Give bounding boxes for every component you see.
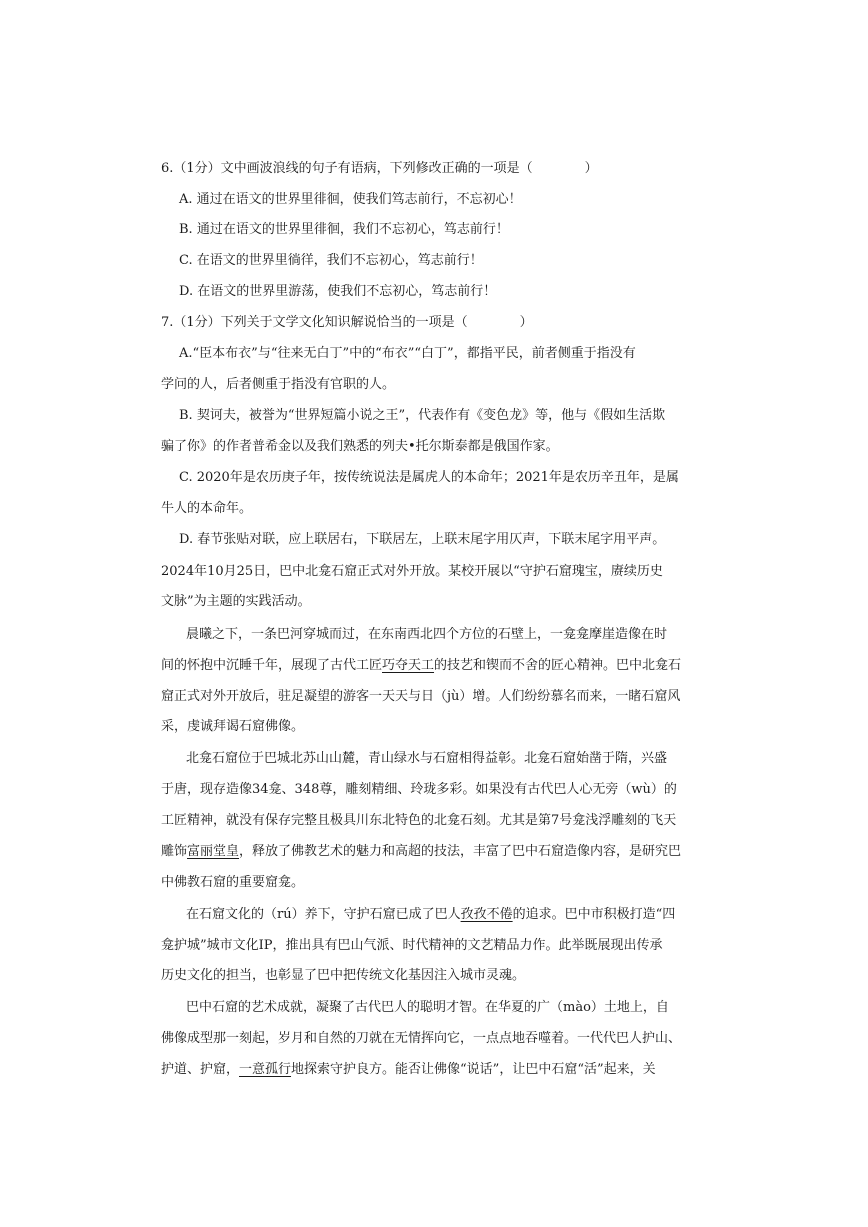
- passage-p3-line-3: 历史文化的担当，也彰显了巴中把传统文化基因注入城市灵魂。: [161, 968, 526, 983]
- p1-text: 窟正式对外开放后，驻足凝望的游客一天天与日（jù）增。人们纷纷: [161, 689, 551, 704]
- question-7-option-a-line-1: A.“臣本布衣”与“往来无白丁”中的“布衣”“白丁”，都指平民，前者侧重于指没有: [179, 346, 636, 361]
- intro-line-2: 文脉”为主题的实践活动。: [161, 594, 311, 609]
- question-7-option-a-line-2: 学问的人，后者侧重于指没有官职的人。: [161, 377, 396, 392]
- underlined-word-yiyiguxing: 一意孤行: [239, 1062, 292, 1077]
- question-6-stem: 6.（1分）文中画波浪线的句子有语病，下列修改正确的一项是（ ）: [161, 161, 598, 176]
- intro-line-1: 2024年10月25日，巴中北龛石窟正式对外开放。某校开展以“守护石窟瑰宝，赓续历史: [161, 564, 663, 579]
- p1-text: 间的怀抱中沉睡千年，展现了古代工匠: [161, 658, 383, 673]
- passage-p2-line-2: 于唐，现存造像34龛、348尊，雕刻精细、玲珑多彩。如果没有古代巴人心无旁（wù）的: [161, 782, 677, 797]
- passage-p2-line-5: 中佛教石窟的重要窟龛。: [161, 875, 305, 890]
- p1-text: 慕名而来，一睹石窟风: [550, 689, 681, 704]
- underlined-word-qiaoduotiangong: 巧夺天工: [382, 658, 435, 673]
- underlined-word-fulitanghuang: 富丽堂皇: [187, 844, 240, 859]
- question-6-option-b: B. 通过在语文的世界里徘徊，我们不忘初心，笃志前行！: [179, 222, 509, 237]
- p1-text: 的技艺和锲而不舍的匠心精神。巴中北龛石: [434, 658, 682, 673]
- question-6-option-d: D. 在语文的世界里游荡，使我们不忘初心，笃志前行！: [179, 284, 497, 299]
- passage-p2-line-4: [161, 842, 681, 862]
- p2-text: ，释放了佛教艺术的魅力和高超的技法，丰富了巴中石窟造像内容，是研究巴: [239, 844, 682, 859]
- question-7-option-d: D. 春节张贴对联，应上联居右，下联居左，上联末尾字用仄声，下联末尾字用平声。: [179, 532, 666, 547]
- passage-p2-line-1: 北龛石窟位于巴城北苏山山麓，青山绿水与石窟相得益彰。北龛石窟始凿于隋，兴盛: [186, 751, 668, 766]
- question-7-option-b-line-1: B. 契诃夫，被誉为“世界短篇小说之王”，代表作有《变色龙》等，他与《假如生活欺: [179, 408, 666, 423]
- question-7-option-c-line-1: C. 2020年是农历庚子年，按传统说法是属虎人的本命年；2021年是农历辛丑年，是属: [179, 470, 679, 485]
- p3-text: 的追求。巴中市积极打造“四: [512, 907, 676, 922]
- question-6-option-a: A. 通过在语文的世界里徘徊，使我们笃志前行，不忘初心！: [179, 192, 522, 207]
- p4-text: 地探索守护良方。能否让佛像“说话”，让巴中石窟“活”起来，关: [291, 1062, 656, 1077]
- passage-p4-line-1: 巴中石窟的艺术成就，凝聚了古代巴人的聪明才智。在华夏的广（mào）土地上，自: [186, 1000, 669, 1015]
- question-6-option-c: C. 在语文的世界里徜徉，我们不忘初心，笃志前行！: [179, 253, 483, 268]
- passage-p3-line-1: [186, 905, 675, 925]
- underlined-word-zizibujuan: 孜孜不倦: [460, 907, 513, 922]
- question-7-stem: 7.（1分）下列关于文学文化知识解说恰当的一项是（ ）: [161, 315, 533, 330]
- passage-p1-line-4: 采，虔诚拜谒石窟佛像。: [161, 719, 305, 734]
- passage-p3-line-2: 龛护城”城市文化IP，推出具有巴山气派、时代精神的文艺精品力作。此举既展现出传承: [161, 938, 663, 953]
- passage-p4-line-2: 佛像成型那一刻起，岁月和自然的刀就在无情挥向它，一点点地吞噬着。一代代巴人护山、: [161, 1031, 682, 1046]
- question-7-option-b-line-2: 骗了你》的作者普希金以及我们熟悉的列夫•托尔斯泰都是俄国作家。: [161, 439, 559, 454]
- passage-p1-line-2: [161, 656, 681, 676]
- passage-p1-line-3: [161, 687, 680, 707]
- p3-text: 在石窟文化的（rú）养下，守护石窟已成了巴人: [186, 907, 461, 922]
- p4-text: 护道、护窟，: [161, 1062, 240, 1077]
- passage-p2-line-3: 工匠精神，就没有保存完整且极具川东北特色的北龛石刻。尤其是第7号龛浅浮雕刻的飞天: [161, 813, 677, 828]
- p2-text: 雕饰: [161, 844, 188, 859]
- question-7-option-c-line-2: 牛人的本命年。: [161, 501, 253, 516]
- passage-p1-line-1: 晨曦之下，一条巴河穿城而过，在东南西北四个方位的石壁上，一龛龛摩崖造像在时: [186, 627, 668, 642]
- passage-p4-line-3: [161, 1060, 656, 1080]
